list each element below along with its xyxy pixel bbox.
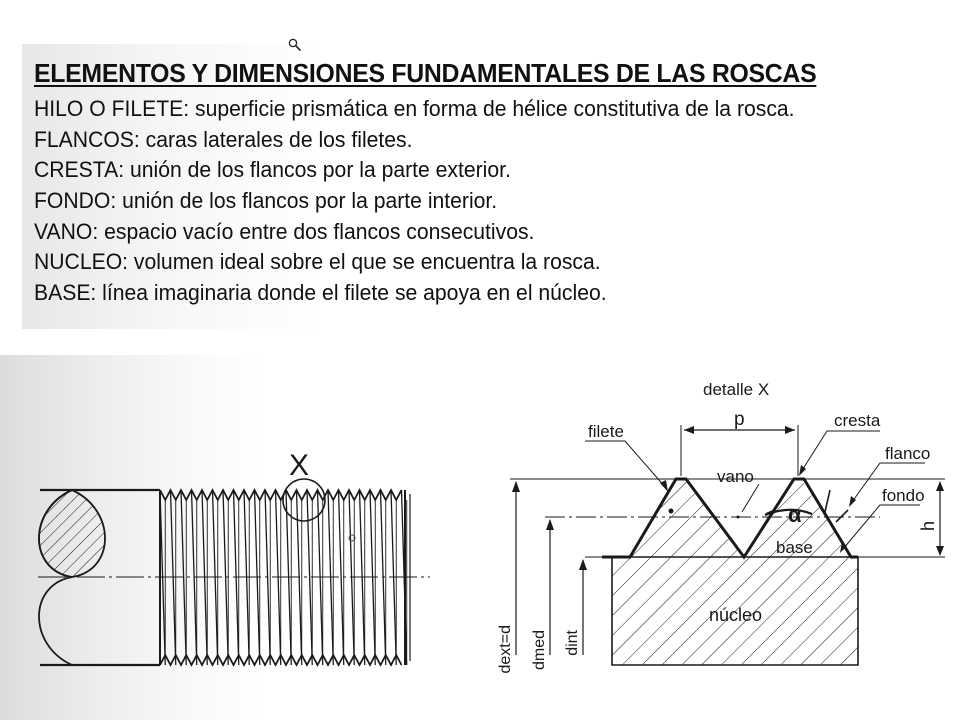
definition-flancos: FLANCOS: caras laterales de los filetes. xyxy=(34,126,413,152)
fondo-label: fondo xyxy=(882,486,925,505)
nucleo-label: núcleo xyxy=(709,605,763,625)
thread-line xyxy=(339,490,344,665)
detail-x-title: detalle X xyxy=(703,380,770,399)
threaded-rod-drawing xyxy=(0,355,460,720)
height-label: h xyxy=(918,520,938,532)
dint-label: dint xyxy=(564,630,581,656)
page-title: ELEMENTOS Y DIMENSIONES FUNDAMENTALES DE LAS ROSCAS xyxy=(34,58,817,88)
magnifier-icon xyxy=(288,38,302,52)
vano-label: vano xyxy=(717,467,754,486)
detail-x-label: X xyxy=(288,449,310,482)
dext-label: dext=d xyxy=(497,625,514,674)
cresta-label: cresta xyxy=(834,411,881,430)
definition-hilo: HILO O FILETE: superficie prismática en forma de hélice constitutiva de la rosca. xyxy=(34,96,795,121)
leader-lines xyxy=(585,431,925,549)
filete-label: filete xyxy=(588,422,624,441)
definition-nucleo: NUCLEO: volumen ideal sobre el que se encuentra la rosca. xyxy=(34,249,601,275)
definition-fondo: FONDO: unión de los flancos por la parte interior. xyxy=(34,188,498,214)
base-label: base xyxy=(776,538,813,557)
definitions-list xyxy=(34,94,843,309)
definition-base: BASE: línea imaginaria donde el filete se apoya en el núcleo. xyxy=(34,280,607,306)
thread-teeth xyxy=(602,474,858,557)
angle-label: α xyxy=(788,502,802,527)
definition-cresta: CRESTA: unión de los flancos por la parte exterior. xyxy=(34,157,511,183)
thread-detail-drawing xyxy=(470,365,950,705)
dmed-label: dmed xyxy=(531,630,548,671)
flanco-label: flanco xyxy=(885,444,931,463)
pitch-label: p xyxy=(734,409,745,430)
definition-vano: VANO: espacio vacío entre dos flancos consecutivos. xyxy=(34,218,535,244)
